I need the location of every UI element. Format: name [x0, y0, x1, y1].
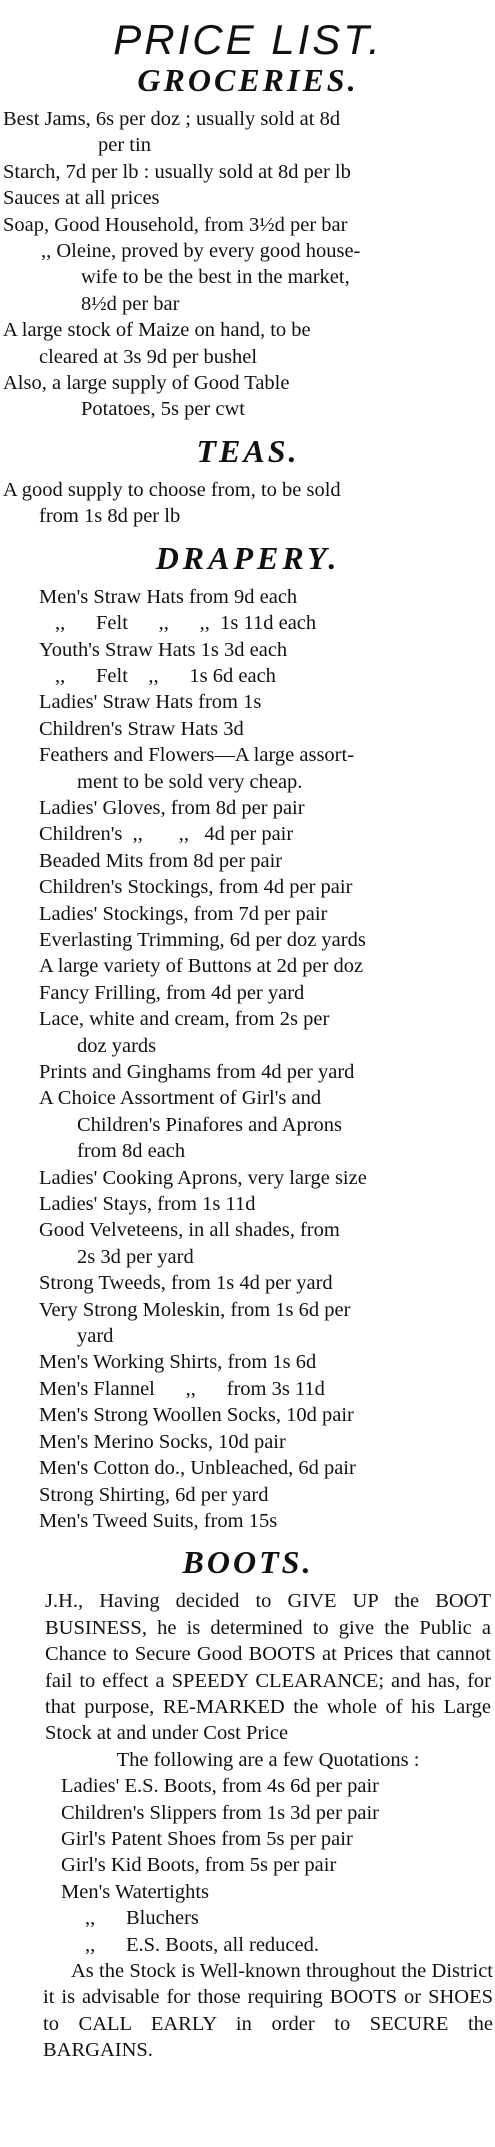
list-item: Men's Watertights	[61, 1880, 209, 1903]
boots-announcement: J.H., Having decided to GIVE UP the BOOT BUSINESS, he is determined to give the Public a Chance to Secure Good BOOTS at Prices that cannot fail to effect a SPEEDY CLEARANCE; and has, for that purpose, RE-MARKED the whole of his Large Stock at and under Cost Price	[45, 1590, 491, 1745]
list-item: Ladies' Stays, from 1s 11d	[39, 1193, 256, 1216]
list-item: Beaded Mits from 8d per pair	[39, 849, 283, 872]
list-item: Strong Shirting, 6d per yard	[39, 1483, 269, 1506]
boots-closing-note: As the Stock is Well-known throughout the District it is advisable for those requiring BOOTS or SHOES to CALL EARLY in order to SECURE the BARGAINS.	[43, 1960, 493, 2062]
teas-heading: TEAS.	[196, 432, 300, 469]
list-item: Men's Straw Hats from 9d each	[39, 585, 298, 608]
list-item: Fancy Frilling, from 4d per yard	[39, 981, 305, 1004]
list-item: ,, Felt ,, 1s 6d each	[55, 664, 276, 687]
list-item: Good Velveteens, in all shades, from 2s 3d per yard	[39, 1219, 340, 1268]
grocery-item: Soap, Good Household, from 3½d per bar	[3, 213, 348, 236]
list-item: Lace, white and cream, from 2s per doz yards	[39, 1008, 330, 1057]
list-item: Girl's Kid Boots, from 5s per pair	[61, 1854, 337, 1877]
list-item: Strong Tweeds, from 1s 4d per yard	[39, 1272, 333, 1295]
list-item: Children's ,, ,, 4d per pair	[39, 823, 294, 846]
grocery-item: Also, a large supply of Good Table Potatoes, 5s per cwt	[3, 372, 290, 421]
list-item: Ladies' Straw Hats from 1s	[39, 691, 262, 714]
teas-text: A good supply to choose from, to be sold from 1s 8d per lb	[3, 478, 341, 528]
list-item: ,, Felt ,, ,, 1s 11d each	[55, 612, 317, 635]
list-item: Youth's Straw Hats 1s 3d each	[39, 638, 288, 661]
list-item: Men's Working Shirts, from 1s 6d	[39, 1351, 317, 1374]
list-item: A large variety of Buttons at 2d per doz	[39, 955, 364, 978]
drapery-list	[3, 584, 493, 1535]
list-item: Children's Stockings, from 4d per pair	[39, 876, 353, 899]
grocery-item: Starch, 7d per lb : usually sold at 8d per lb	[3, 160, 351, 183]
list-item: Men's Cotton do., Unbleached, 6d pair	[39, 1457, 356, 1480]
list-item: Men's Flannel ,, from 3s 11d	[39, 1377, 325, 1400]
list-item: Ladies' E.S. Boots, from 4s 6d per pair	[61, 1775, 379, 1798]
list-item: Children's Slippers from 1s 3d per pair	[61, 1801, 379, 1824]
drapery-heading: DRAPERY.	[155, 539, 341, 576]
groceries-heading: GROCERIES.	[137, 62, 359, 98]
grocery-item: Sauces at all prices	[3, 187, 160, 210]
list-item: Ladies' Gloves, from 8d per pair	[39, 796, 305, 819]
list-item: Very Strong Moleskin, from 1s 6d per yard	[39, 1298, 351, 1348]
grocery-item: Best Jams, 6s per doz ; usually sold at 8d per tin	[3, 108, 341, 157]
list-item: Men's Tweed Suits, from 15s	[39, 1509, 278, 1532]
list-item: Children's Straw Hats 3d	[39, 717, 244, 740]
list-item: Girl's Patent Shoes from 5s per pair	[61, 1827, 353, 1850]
grocery-item: ,, Oleine, proved by every good house- wife to be the best in the market, 8½d per bar	[41, 240, 361, 315]
list-item: Ladies' Stockings, from 7d per pair	[39, 902, 328, 925]
grocery-item: A large stock of Maize on hand, to be cleared at 3s 9d per bushel	[3, 319, 311, 368]
list-item: ,, Bluchers	[85, 1907, 199, 1930]
boots-quotes	[3, 1773, 493, 1958]
boots-heading: BOOTS.	[182, 1544, 314, 1581]
list-item: Prints and Ginghams from 4d per yard	[39, 1061, 355, 1083]
list-item: Everlasting Trimming, 6d per doz yards	[39, 928, 366, 951]
list-item: A Choice Assortment of Girl's and Children's Pinafores and Aprons from 8d each	[39, 1087, 343, 1163]
list-item: Men's Strong Woollen Socks, 10d pair	[39, 1404, 354, 1427]
list-item: Men's Merino Socks, 10d pair	[39, 1430, 286, 1453]
list-item: Ladies' Cooking Aprons, very large size	[39, 1166, 367, 1189]
quotations-heading: The following are a few Quotations :	[116, 1748, 420, 1771]
groceries-list	[3, 106, 493, 423]
page-title: PRICE LIST.	[113, 16, 383, 63]
list-item: Feathers and Flowers—A large assort- ment to be sold very cheap.	[39, 744, 355, 793]
list-item: ,, E.S. Boots, all reduced.	[85, 1933, 320, 1956]
